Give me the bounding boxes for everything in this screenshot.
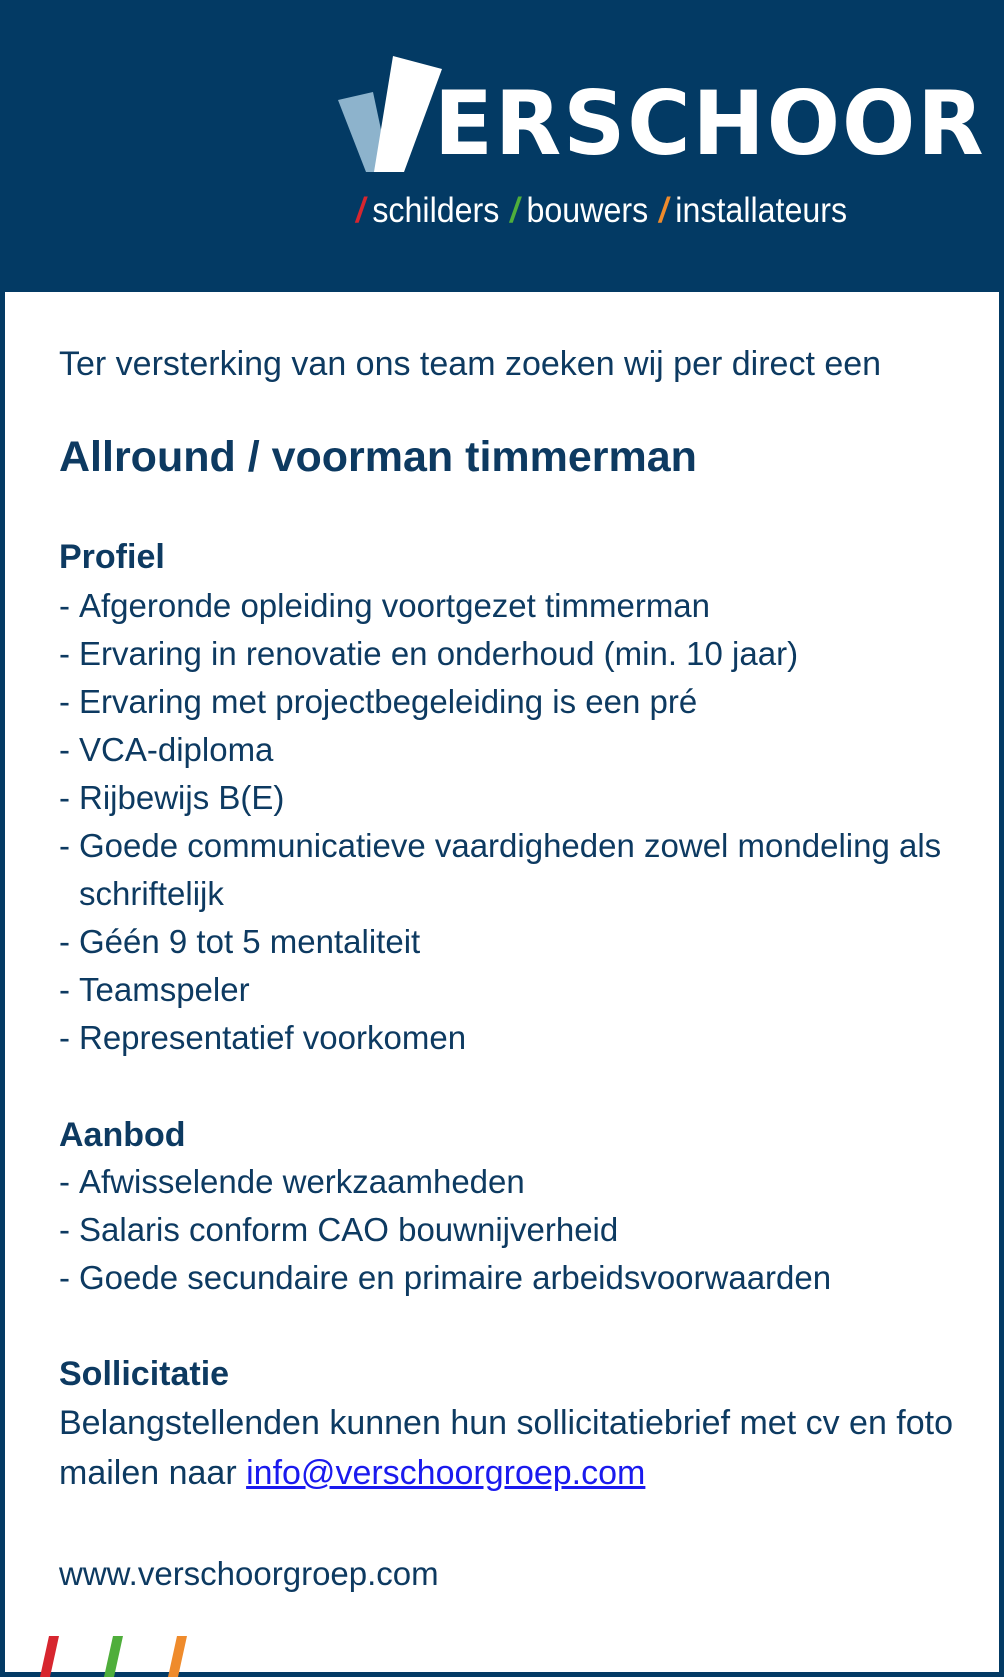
application-text (59, 1398, 959, 1498)
email-link[interactable]: info@verschoorgroep.com (246, 1454, 646, 1492)
profile-heading: Profiel (59, 538, 165, 576)
offer-item: - Goede secundaire en primaire arbeidsvoorwaarden (59, 1254, 831, 1302)
profile-item: - Ervaring in renovatie en onderhoud (min. 10 jaar) (59, 630, 959, 678)
profile-item: - Afgeronde opleiding voortgezet timmerman (59, 582, 959, 630)
vacancy-content (5, 292, 999, 1672)
profile-list (59, 582, 959, 1062)
profile-item: - Representatief voorkomen (59, 1014, 959, 1062)
application-heading: Sollicitatie (59, 1355, 230, 1393)
profile-item: - Goede communicatieve vaardigheden zowel mondeling als schriftelijk (59, 822, 959, 918)
verschoor-logo (338, 56, 986, 236)
offer-heading: Aanbod (59, 1116, 186, 1154)
offer-item: - Salaris conform CAO bouwnijverheid (59, 1206, 831, 1254)
offer-list (59, 1158, 831, 1302)
green-slash-icon: / (510, 191, 520, 230)
v-mark-icon (338, 56, 448, 176)
footer-slashes-icon (40, 1636, 200, 1677)
website-url: www.verschoorgroep.com (59, 1555, 439, 1592)
logo-tagline (356, 186, 847, 236)
profile-item: - Rijbewijs B(E) (59, 774, 959, 822)
tagline-schilders: schilders (372, 191, 500, 230)
application-body: Belangstellenden kunnen hun sollicitatiebrief met cv en foto mailen naar (59, 1404, 954, 1492)
profile-item: - Géén 9 tot 5 mentaliteit (59, 918, 959, 966)
orange-slash-icon: / (658, 191, 668, 230)
header-banner (0, 0, 1004, 292)
logo-wordmark: ERSCHOOR (434, 72, 986, 175)
tagline-bouwers: bouwers (526, 191, 649, 230)
profile-item: - Ervaring met projectbegeleiding is een pré (59, 678, 959, 726)
red-slash-icon: / (356, 191, 365, 230)
tagline-installateurs: installateurs (675, 191, 848, 230)
profile-item: - Teamspeler (59, 966, 959, 1014)
intro-text: Ter versterking van ons team zoeken wij per direct een (59, 345, 882, 383)
job-title: Allround / voorman timmerman (59, 433, 697, 481)
offer-item: - Afwisselende werkzaamheden (59, 1158, 831, 1206)
profile-item: - VCA-diploma (59, 726, 959, 774)
